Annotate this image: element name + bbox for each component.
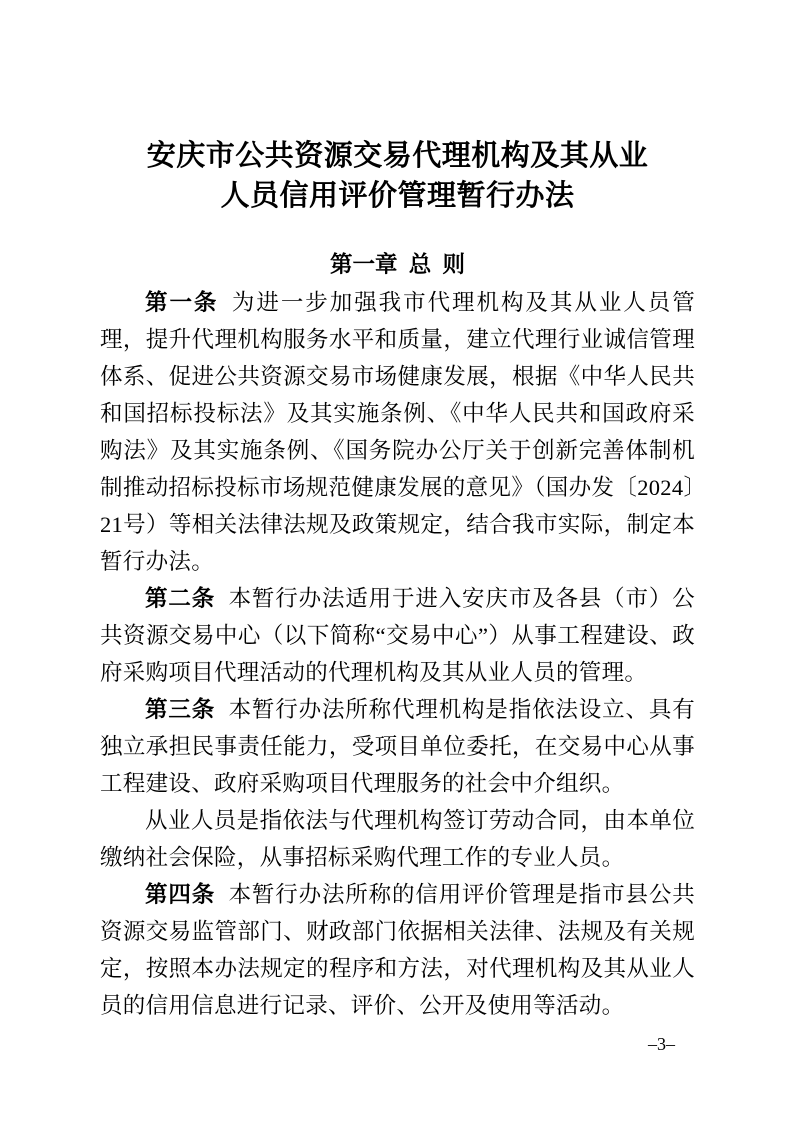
page-number: –3– xyxy=(648,1034,675,1054)
article-2-label: 第二条 xyxy=(145,586,216,611)
document-content xyxy=(100,0,695,1024)
document-title-line-1: 安庆市公共资源交易代理机构及其从业 xyxy=(146,140,649,172)
article-paragraph-1 xyxy=(100,284,695,580)
article-paragraph-4 xyxy=(100,802,695,876)
article-paragraph-3 xyxy=(100,691,695,802)
article-3-label: 第三条 xyxy=(145,697,216,722)
article-4-text: 从业人员是指依法与代理机构签订劳动合同，由本单位缴纳社会保险，从事招标采购代理工作的专业人员。 xyxy=(100,808,695,870)
article-1-text: 为进一步加强我市代理机构及其从业人员管理，提升代理机构服务水平和质量，建立代理行业诚信管理体系、促进公共资源交易市场健康发展，根据《中华人民共和国招标投标法》及其实施条例、《中华人民共和国政府采购法》及其实施条例、《国务院办公厅关于创新完善体制机制推动招标投标市场规范健康发展的意见》（国办发〔2024〕21号）等相关法律法规及政策规定，结合我市实际，制定本暂行办法。 xyxy=(100,290,695,574)
document-title xyxy=(100,136,695,216)
document-body xyxy=(100,284,695,1024)
article-paragraph-5 xyxy=(100,876,695,1024)
article-2-text: 本暂行办法适用于进入安庆市及各县（市）公共资源交易中心（以下简称“交易中心”）从事工程建设、政府采购项目代理活动的代理机构及其从业人员的管理。 xyxy=(100,586,695,685)
chapter-heading: 第一章 总 则 xyxy=(329,252,465,277)
article-3-text: 本暂行办法所称代理机构是指依法设立、具有独立承担民事责任能力，受项目单位委托，在交易中心从事工程建设、政府采购项目代理服务的社会中介组织。 xyxy=(100,697,695,796)
document-title-line-2: 人员信用评价管理暂行办法 xyxy=(220,180,575,212)
article-5-text: 本暂行办法所称的信用评价管理是指市县公共资源交易监管部门、财政部门依据相关法律、法规及有关规定，按照本办法规定的程序和方法，对代理机构及其从业人员的信用信息进行记录、评价、公开及使用等活动。 xyxy=(100,882,695,1018)
article-paragraph-2 xyxy=(100,580,695,691)
article-1-label: 第一条 xyxy=(145,290,219,315)
article-5-label: 第四条 xyxy=(145,882,216,907)
